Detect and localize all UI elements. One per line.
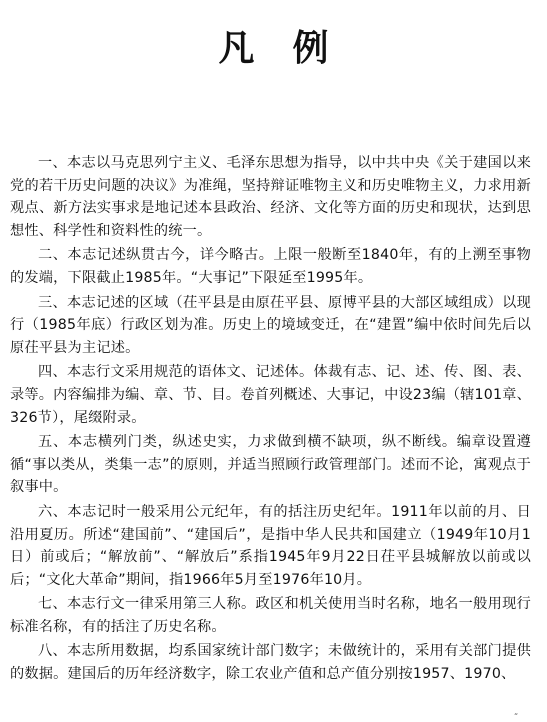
- page-title: 凡例: [218, 27, 367, 69]
- page-corner-mark: “: [514, 712, 519, 721]
- paragraph-5: 五、本志横列门类，纵述史实，力求做到横不缺项，纵不断线。编章设置遵循“事以类从，类集一志”的原则，并适当照顾行政管理部门。述而不论，寓观点于叙事中。: [10, 434, 531, 496]
- paragraph-2: 二、本志记述纵贯古今，详今略古。上限一般断至1840年，有的上溯至事物的发端，下限截止1985年。“大事记”下限延至1995年。: [10, 247, 531, 286]
- document-body: [10, 152, 531, 686]
- paragraph-1: 一、本志以马克思列宁主义、毛泽东思想为指导，以中共中央《关于建国以来党的若干历史问题的决议》为准绳，坚持辩证唯物主义和历史唯物主义，力求用新观点、新方法实事求是地记述本县政治、经济、文化等方面的历史和现状，达到思想性、科学性和资料性的统一。: [10, 155, 531, 239]
- paragraph-8: 八、本志所用数据，均系国家统计部门数字；未做统计的，采用有关部门提供的数据。建国后的历年经济数字，除工农业产值和总产值分别按1957、1970、: [10, 643, 531, 683]
- paragraph-6: 六、本志记时一般采用公元纪年，有的括注历史纪年。1911年以前的月、日沿用夏历。所述“建国前”、“建国后”，是指中华人民共和国建立（1949年10月1日）前或后；“解放前”、“解放后”系指1945年9月22日茌平县城解放以前或以后；“文化大革命”期间，指1966年5月至1976年10月。: [10, 503, 531, 588]
- paragraph-4: 四、本志行文采用规范的语体文、记述体。体裁有志、记、述、传、图、表、录等。内容编排为编、章、节、目。卷首列概述、大事记，中设23编（辖101章、326节），尾缀附录。: [10, 364, 531, 426]
- paragraph-3: 三、本志记述的区域（茌平县是由原茌平县、原博平县的大部区域组成）以现行（1985年底）行政区划为准。历史上的境域变迁，在“建置”编中依时间先后以原茌平县为主记述。: [10, 294, 531, 356]
- paragraph-7: 七、本志行文一律采用第三人称。政区和机关使用当时名称，地名一般用现行标准名称，有的括注了历史名称。: [10, 596, 531, 635]
